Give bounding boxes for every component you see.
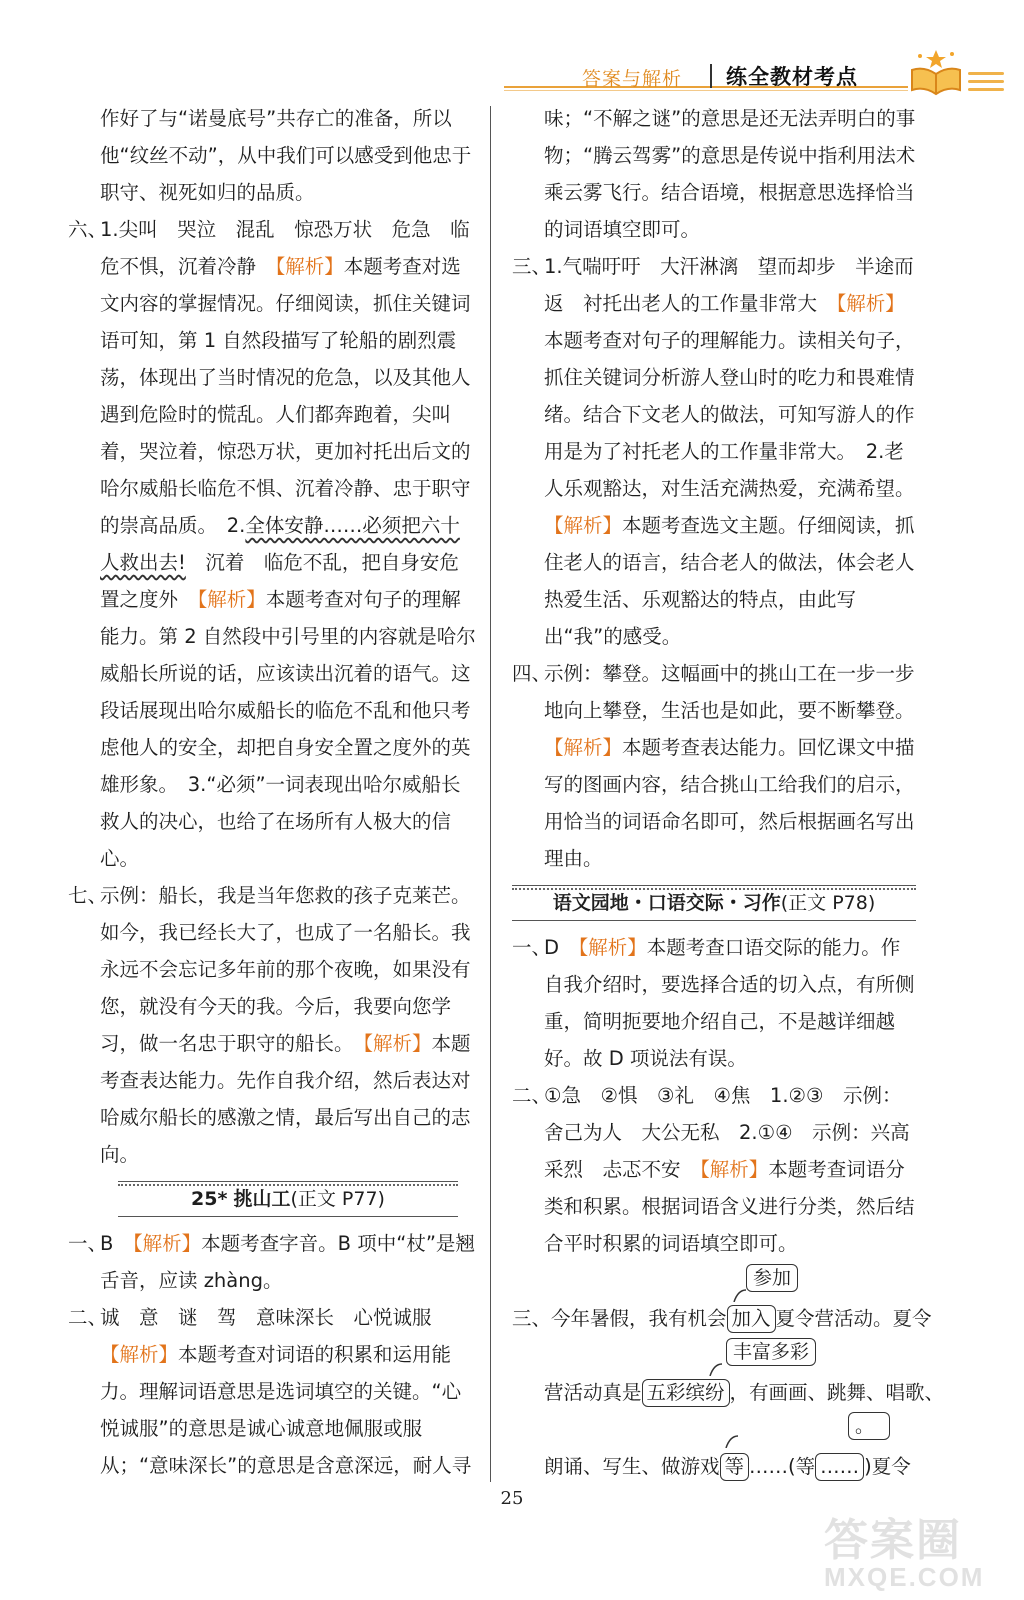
analysis-tag: 【解析】 bbox=[275, 255, 344, 278]
watermark-logo bbox=[824, 1504, 994, 1590]
edit-text: 朗诵、写生、做游戏 bbox=[544, 1455, 720, 1478]
right-column bbox=[512, 100, 945, 1478]
watermark-bottom: MXQE.COM bbox=[824, 1562, 985, 1592]
answer-four-number: 四、 bbox=[512, 662, 552, 685]
header-deco-lines bbox=[968, 72, 1004, 96]
open-book-icon bbox=[908, 46, 964, 96]
section-number: 25* bbox=[191, 1188, 228, 1210]
deleted-word-box: 五彩缤纷 bbox=[642, 1379, 730, 1407]
column-divider bbox=[490, 106, 491, 1482]
yuwen-answer-three-editing bbox=[512, 1262, 945, 1478]
deleted-word-box: 等 bbox=[720, 1453, 750, 1481]
answer-six-part-b: 本题考查对选文内容的掌握情况。仔细阅读，抓住关键词语可知，第 1 自然段描写了轮船的剧烈震荡，体现出了当时情况的危急，以及其他人遇到危险时的慌乱。人们都奔跑着，尖叫着，哭泣着，惊恐万状，更加衬托出后文的哈尔威船长临危不惧、沉着冷静、忠于职守的崇高品质。 2. bbox=[100, 255, 471, 537]
yuwen-answer-two-part-b: 本题考查词语分类和积累。根据词语含义进行分类，然后结合平时积累的词语填空即可。 bbox=[544, 1158, 915, 1255]
left-cont-text: 作好了与“诺曼底号”共存亡的准备，所以他“纹丝不动”，从中我们可以感受到他忠于职守、视死如归的品质。 bbox=[100, 107, 472, 204]
answer-three-part-a: 1.气喘吁吁 大汗淋漓 望而却步 半途而返 衬托出老人的工作量非常大 bbox=[544, 255, 914, 315]
insertion-caret-icon bbox=[708, 1362, 726, 1376]
analysis-tag: 【解析】 bbox=[100, 1343, 179, 1366]
edit-text: ，有画画、跳舞、唱歌、 bbox=[729, 1381, 945, 1404]
yuwen-answer-one-number: 一、 bbox=[512, 936, 552, 959]
lesson25-answer-two-part-b: 本题考查对词语的积累和运用能力。理解词语意思是选词填空的关键。“心悦诚服”的意思是诚心诚意地佩服或服从；“意味深长”的意思是含意深远，耐人寻 bbox=[100, 1343, 472, 1477]
lesson25-answer-one-part-a: B bbox=[100, 1232, 133, 1255]
insertion-caret-icon bbox=[724, 1434, 742, 1448]
yuwen-answer-two-part-a: ①急 ②惧 ③礼 ④焦 1.②③ 示例：舍己为人 大公无私 2.①④ 示例：兴高采烈 忐忑不安 bbox=[544, 1084, 910, 1181]
answer-seven-part-b: 本题考查表达能力。先作自我介绍，然后表达对哈威尔船长的感激之情，最后写出自己的志向。 bbox=[100, 1032, 471, 1166]
answer-three-number: 三、 bbox=[512, 255, 552, 278]
analysis-tag: 【解析】 bbox=[578, 936, 647, 959]
section-title: 挑山工 bbox=[233, 1188, 291, 1210]
header-answer-label: 答案与解析 bbox=[582, 68, 683, 90]
answer-three-number: 三、 bbox=[512, 1307, 552, 1330]
answer-six-part-c: 沉着 临危不乱，把自身安危置之度外 bbox=[100, 551, 459, 611]
section-heading-25 bbox=[118, 1181, 458, 1217]
edit-text: )夏令 bbox=[864, 1455, 911, 1478]
analysis-tag: 【解析】 bbox=[544, 736, 623, 759]
insertion-caret-icon bbox=[732, 1288, 750, 1302]
section-title: 语文园地・口语交际・习作 bbox=[552, 892, 781, 914]
edit-line-2 bbox=[512, 1374, 944, 1411]
analysis-tag: 【解析】 bbox=[836, 292, 905, 315]
lesson25-answer-two-number: 二、 bbox=[68, 1306, 108, 1329]
lesson25-answer-one bbox=[68, 1225, 478, 1299]
page-number: 25 bbox=[500, 1488, 524, 1509]
lesson25-answer-two-part-a: 诚 意 谜 驾 意味深长 心悦诚服 bbox=[100, 1306, 432, 1329]
answer-six-number: 六、 bbox=[68, 218, 108, 241]
yuwen-answer-one-part-b: 本题考查口语交际的能力。作自我介绍时，要选择合适的切入点，有所侧重，简明扼要地介绍自己，不是越详细越好。故 D 项说法有误。 bbox=[544, 936, 915, 1070]
yuwen-answer-two-number: 二、 bbox=[512, 1084, 552, 1107]
answer-six-part-a: 1.尖叫 哭泣 混乱 惊恐万状 危急 临危不惧，沉着冷静 bbox=[100, 218, 470, 278]
right-cont-text: 味；“不解之谜”的意思是还无法弄明白的事物；“腾云驾雾”的意思是传说中指利用法术乘云雾飞行。结合语境，根据意思选择恰当的词语填空即可。 bbox=[544, 107, 916, 241]
lesson25-answer-two bbox=[68, 1299, 478, 1484]
right-cont-paragraph bbox=[512, 100, 916, 248]
inserted-word-box: 参加 bbox=[746, 1264, 798, 1292]
inserted-punctuation-mark: 。 bbox=[848, 1412, 890, 1440]
answer-four-part-a: 示例：攀登。这幅画中的挑山工在一步一步地向上攀登，生活也是如此，要不断攀登。 bbox=[544, 662, 925, 722]
header-title: 练全教材考点 bbox=[726, 65, 858, 89]
section-heading-yuwen bbox=[512, 885, 916, 921]
yuwen-answer-two bbox=[512, 1077, 916, 1262]
answer-seven bbox=[68, 877, 478, 1173]
answer-three-part-c: 本题考查选文主题。仔细阅读，抓住老人的语言，结合老人的做法，体会老人热爱生活、乐观豁达的特点，由此写出“我”的感受。 bbox=[544, 514, 915, 648]
edit-text: 今年暑假，我有机会 bbox=[551, 1307, 727, 1330]
answer-three-part-b: 本题考查对句子的理解能力。读相关句子，抓住关键词分析游人登山时的吃力和畏难情绪。结合下文老人的做法，可知写游人的作用是为了衬托老人的工作量非常大。 2.老人乐观豁达，对生活充满热爱，充满希望。 bbox=[544, 329, 925, 500]
section-ref: (正文 P77) bbox=[290, 1188, 385, 1210]
watermark-top: 答案圈 bbox=[824, 1516, 962, 1565]
answer-four bbox=[512, 655, 925, 877]
analysis-tag: 【解析】 bbox=[700, 1158, 769, 1181]
wavy-underlined-quote: 全体安静……必须把六十人救出去! bbox=[100, 514, 460, 574]
answer-seven-part-a: 示例：船长，我是当年您救的孩子克莱芒。如今，我已经长大了，也成了一名船长。我永远不会忘记多年前的那个夜晚，如果没有您，就没有今天的我。今后，我要向您学习，做一名忠于职守的船长。 bbox=[100, 884, 471, 1055]
inserted-word-box: 丰富多彩 bbox=[726, 1338, 816, 1366]
yuwen-answer-one bbox=[512, 929, 916, 1077]
deleted-word-box: 加入 bbox=[727, 1305, 776, 1333]
yuwen-answer-one-part-a: D bbox=[544, 936, 579, 959]
edit-line-3 bbox=[512, 1448, 911, 1485]
header-separator bbox=[710, 64, 712, 88]
answer-three bbox=[512, 248, 925, 655]
analysis-tag: 【解析】 bbox=[544, 514, 623, 537]
edit-text: 营活动真是 bbox=[544, 1381, 642, 1404]
lesson25-answer-one-number: 一、 bbox=[68, 1232, 108, 1255]
edit-text: ……(等 bbox=[749, 1455, 816, 1478]
answer-six bbox=[68, 211, 478, 877]
lesson25-answer-one-part-b: 本题考查字音。B 项中“杖”是翘舌音，应读 zhàng。 bbox=[100, 1232, 475, 1292]
answer-six-part-d: 本题考查对句子的理解能力。第 2 自然段中引号里的内容就是哈尔威船长所说的话，应该读出沉着的语气。这段话展现出哈尔威船长的临危不乱和他只考虑他人的安全，却把自身安全置之度外的英雄形象。 3.“必须”一词表现出哈尔威船长救人的决心，也给了在场所有人极大的信心。 bbox=[100, 588, 476, 870]
analysis-tag: 【解析】 bbox=[197, 588, 266, 611]
left-column bbox=[68, 100, 478, 1484]
section-ref: (正文 P78) bbox=[780, 892, 876, 914]
analysis-tag: 【解析】 bbox=[132, 1232, 202, 1255]
left-cont-paragraph bbox=[68, 100, 478, 211]
edit-line-1 bbox=[512, 1300, 932, 1337]
page-header bbox=[504, 44, 1004, 104]
answer-seven-number: 七、 bbox=[68, 884, 108, 907]
edit-text: 夏令营活动。夏令 bbox=[775, 1307, 932, 1330]
analysis-tag: 【解析】 bbox=[363, 1032, 432, 1055]
answer-four-part-b: 本题考查表达能力。回忆课文中描写的图画内容，结合挑山工给我们的启示，用恰当的词语命名即可，然后根据画名写出理由。 bbox=[544, 736, 915, 870]
inserted-punctuation-box: …… bbox=[815, 1453, 864, 1481]
